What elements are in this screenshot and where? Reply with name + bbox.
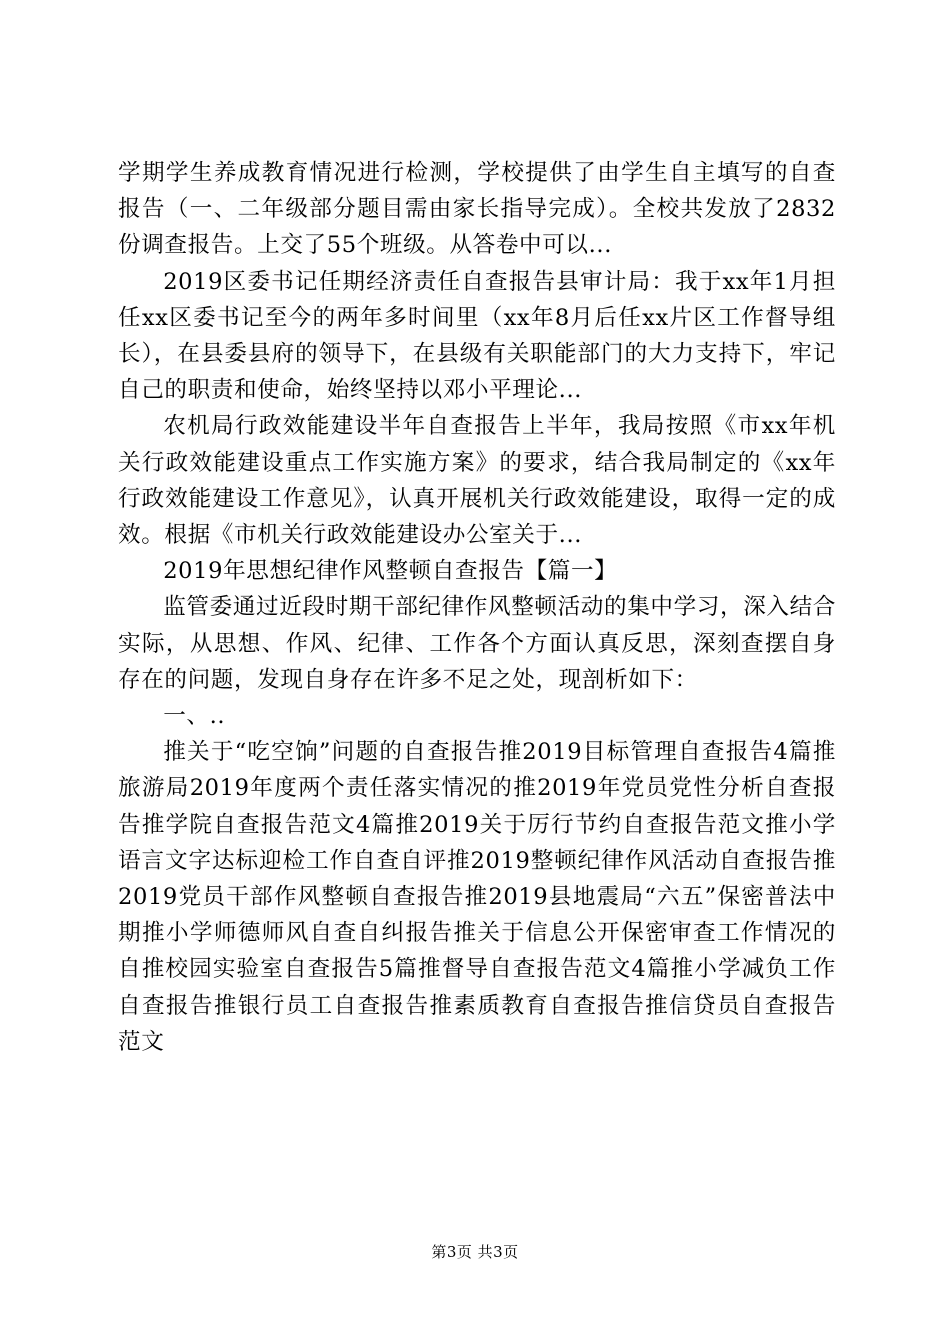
paragraph-continuation: 学期学生养成教育情况进行检测，学校提供了由学生自主填写的自查报告（一、二年级部分题目需由家长指导完成）。全校共发放了2832份调查报告。上交了55个班级。从答卷中可以... [118,160,836,259]
document-body [118,155,836,1060]
paragraph-efficiency-report: 农机局行政效能建设半年自查报告上半年，我局按照《市xx年机关行政效能建设重点工作实施方案》的要求，结合我局制定的《xx年行政效能建设工作意见》，认真开展机关行政效能建设，取得一定的成效。根据《市机关行政效能建设办公室关于... [118,413,836,549]
page-footer [0,1242,950,1262]
section-number: 一、.. [163,703,226,730]
paragraph-recommended-list: 推关于“吃空饷”问题的自查报告推2019目标管理自查报告4篇推旅游局2019年度两个责任落实情况的推2019年党员党性分析自查报告推学院自查报告范文4篇推2019关于厉行节约自查报告范文推小学语言文字达标迎检工作自查自评推2019整顿纪律作风活动自查报告推2019党员干部作风整顿自查报告推2019县地震局“六五”保密普法中期推小学师德师风自查自纠报告推关于信息公开保密审查工作情况的自推校园实验室自查报告5篇推督导自查报告范文4篇推小学减负工作自查报告推银行员工自查报告推素质教育自查报告推信贷员自查报告范文 [118,739,836,1055]
section-heading: 2019年思想纪律作风整顿自查报告【篇一】 [163,558,618,585]
paragraph-audit-report: 2019区委书记任期经济责任自查报告县审计局：我于xx年1月担任xx区委书记至今的两年多时间里（xx年8月后任xx片区工作督导组长），在县委县府的领导下，在县级有关职能部门的大力支持下，牢记自己的职责和使命，始终坚持以邓小平理论... [118,268,836,404]
page-number: 第3页 共3页 [431,1243,519,1261]
paragraph-supervision: 监管委通过近段时期干部纪律作风整顿活动的集中学习，深入结合实际，从思想、作风、纪律、工作各个方面认真反思，深刻查摆自身存在的问题，发现自身存在许多不足之处，现剖析如下： [118,594,836,693]
